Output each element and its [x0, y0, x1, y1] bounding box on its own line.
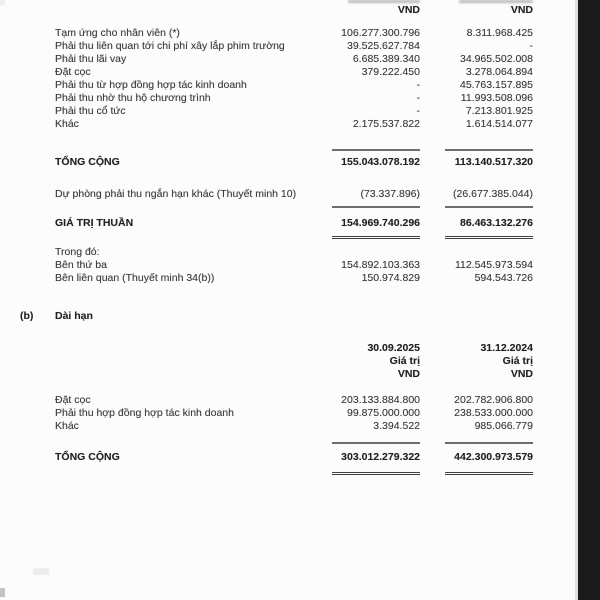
double-rule — [332, 472, 420, 475]
unit-header-row — [0, 4, 578, 17]
receivable-row — [0, 92, 578, 105]
receivable-row — [0, 407, 578, 420]
unit-label-current: VND — [397, 4, 420, 16]
receivable-row — [0, 53, 578, 66]
net-value-row — [0, 217, 578, 230]
receivable-row — [0, 66, 578, 79]
row-value-current: 39.525.627.784 — [347, 40, 420, 52]
row-value-prior: 202.782.906.800 — [454, 394, 533, 406]
row-value-prior: 594.543.726 — [474, 272, 533, 284]
double-rule — [332, 236, 420, 239]
row-value-prior: 11.993.508.096 — [460, 92, 533, 104]
value-header-prior: Giá trị — [502, 355, 533, 367]
row-value-prior: 985.066.779 — [474, 420, 533, 432]
row-value-current: 203.133.884.800 — [341, 394, 420, 406]
provision-row — [0, 188, 578, 201]
unit-label-prior: VND — [510, 4, 533, 16]
scan-artifact — [0, 588, 5, 597]
unit-header-row — [0, 368, 578, 381]
receivable-row — [0, 105, 578, 118]
row-value-current: 379.222.450 — [361, 66, 420, 78]
section-b-heading — [0, 310, 578, 323]
total-row — [0, 156, 578, 169]
row-value-current: 154.892.103.363 — [341, 259, 420, 271]
row-label: Phải thu cổ tức — [55, 105, 126, 117]
total-rule — [445, 442, 533, 444]
row-label: Dự phòng phải thu ngắn hạn khác (Thuyết minh 10) — [55, 188, 297, 200]
breakdown-row — [0, 259, 578, 272]
receivable-row — [0, 420, 578, 433]
row-value-prior: 7.213.801.925 — [465, 105, 533, 117]
receivable-row — [0, 394, 578, 407]
row-label: Phải thu nhờ thu hộ chương trình — [55, 92, 211, 104]
row-value-prior: 112.545.973.594 — [454, 259, 533, 271]
double-rule-row — [0, 472, 578, 475]
total-value-prior: 113.140.517.320 — [454, 156, 533, 168]
receivable-row — [0, 79, 578, 92]
cut-off-text-smudge — [348, 0, 420, 3]
total-value-prior: 442.300.973.579 — [454, 451, 533, 463]
total-rule-row — [0, 442, 578, 444]
cut-off-text-smudge — [459, 0, 533, 3]
total-rule — [332, 442, 420, 444]
section-title: Dài hạn — [55, 310, 93, 322]
total-label: TỔNG CỘNG — [55, 156, 120, 168]
breakdown-heading: Trong đó: — [55, 246, 100, 258]
row-value-current: 6.685.389.340 — [352, 53, 420, 65]
total-row — [0, 451, 578, 464]
row-value-prior: - — [529, 40, 533, 52]
total-label: TỔNG CỘNG — [55, 451, 120, 463]
total-rule-row — [0, 149, 578, 151]
row-value-current: (73.337.896) — [360, 188, 420, 200]
row-value-prior: 45.763.157.895 — [460, 79, 533, 91]
row-value-current: - — [416, 92, 420, 104]
date-header-row — [0, 342, 578, 355]
total-rule — [332, 206, 420, 208]
row-value-prior: 238.533.000.000 — [454, 407, 533, 419]
net-value-label: GIÁ TRỊ THUẦN — [55, 217, 134, 229]
receivable-row — [0, 40, 578, 53]
scan-artifact — [33, 568, 49, 575]
total-value-current: 303.012.279.322 — [341, 451, 420, 463]
row-value-current: 99.875.000.000 — [347, 407, 420, 419]
net-value-current: 154.969.740.296 — [341, 217, 420, 229]
total-value-current: 155.043.078.192 — [341, 156, 420, 168]
date-header-prior: 31.12.2024 — [480, 342, 533, 354]
row-value-prior: 34.965.502.008 — [460, 53, 533, 65]
row-label: Bên thứ ba — [55, 259, 107, 271]
row-label: Bên liên quan (Thuyết minh 34(b)) — [55, 272, 215, 284]
row-value-current: 150.974.829 — [361, 272, 420, 284]
row-value-current: - — [416, 105, 420, 117]
row-value-prior: 1.614.514.077 — [465, 118, 533, 130]
breakdown-row — [0, 272, 578, 285]
value-header-current: Giá trị — [389, 355, 420, 367]
unit-label-prior: VND — [510, 368, 533, 380]
total-rule — [332, 149, 420, 151]
row-label: Đặt cọc — [55, 394, 91, 406]
scanner-background-bar — [578, 0, 600, 600]
row-value-current: 2.175.537.822 — [352, 118, 420, 130]
receivable-row — [0, 27, 578, 40]
unit-label-current: VND — [397, 368, 420, 380]
scan-artifact — [0, 0, 5, 5]
total-rule — [445, 206, 533, 208]
row-label: Phải thu từ hợp đồng hợp tác kinh doanh — [55, 79, 247, 91]
date-header-current: 30.09.2025 — [367, 342, 420, 354]
row-value-prior: 8.311.968.425 — [466, 27, 533, 39]
row-value-prior: (26.677.385.044) — [453, 188, 533, 200]
value-header-row — [0, 355, 578, 368]
double-rule — [445, 236, 533, 239]
row-value-prior: 3.278.064.894 — [465, 66, 533, 78]
row-label: Phải thu lãi vay — [55, 53, 127, 65]
row-label: Phải thu liên quan tới chi phí xây lắp phim trường — [55, 40, 285, 52]
breakdown-heading-row — [0, 246, 578, 259]
row-label: Khác — [55, 420, 79, 432]
row-value-current: 106.277.300.796 — [341, 27, 420, 39]
row-label: Khác — [55, 118, 79, 130]
total-rule — [445, 149, 533, 151]
row-value-current: 3.394.522 — [373, 420, 420, 432]
row-label: Phải thu hợp đồng hợp tác kinh doanh — [55, 407, 234, 419]
receivable-row — [0, 118, 578, 131]
net-value-prior: 86.463.132.276 — [460, 217, 533, 229]
row-label: Đặt cọc — [55, 66, 91, 78]
row-label: Tạm ứng cho nhân viên (*) — [55, 27, 180, 39]
total-rule-row — [0, 206, 578, 208]
row-value-current: - — [416, 79, 420, 91]
double-rule-row — [0, 236, 578, 239]
double-rule — [445, 472, 533, 475]
section-marker: (b) — [20, 310, 34, 322]
